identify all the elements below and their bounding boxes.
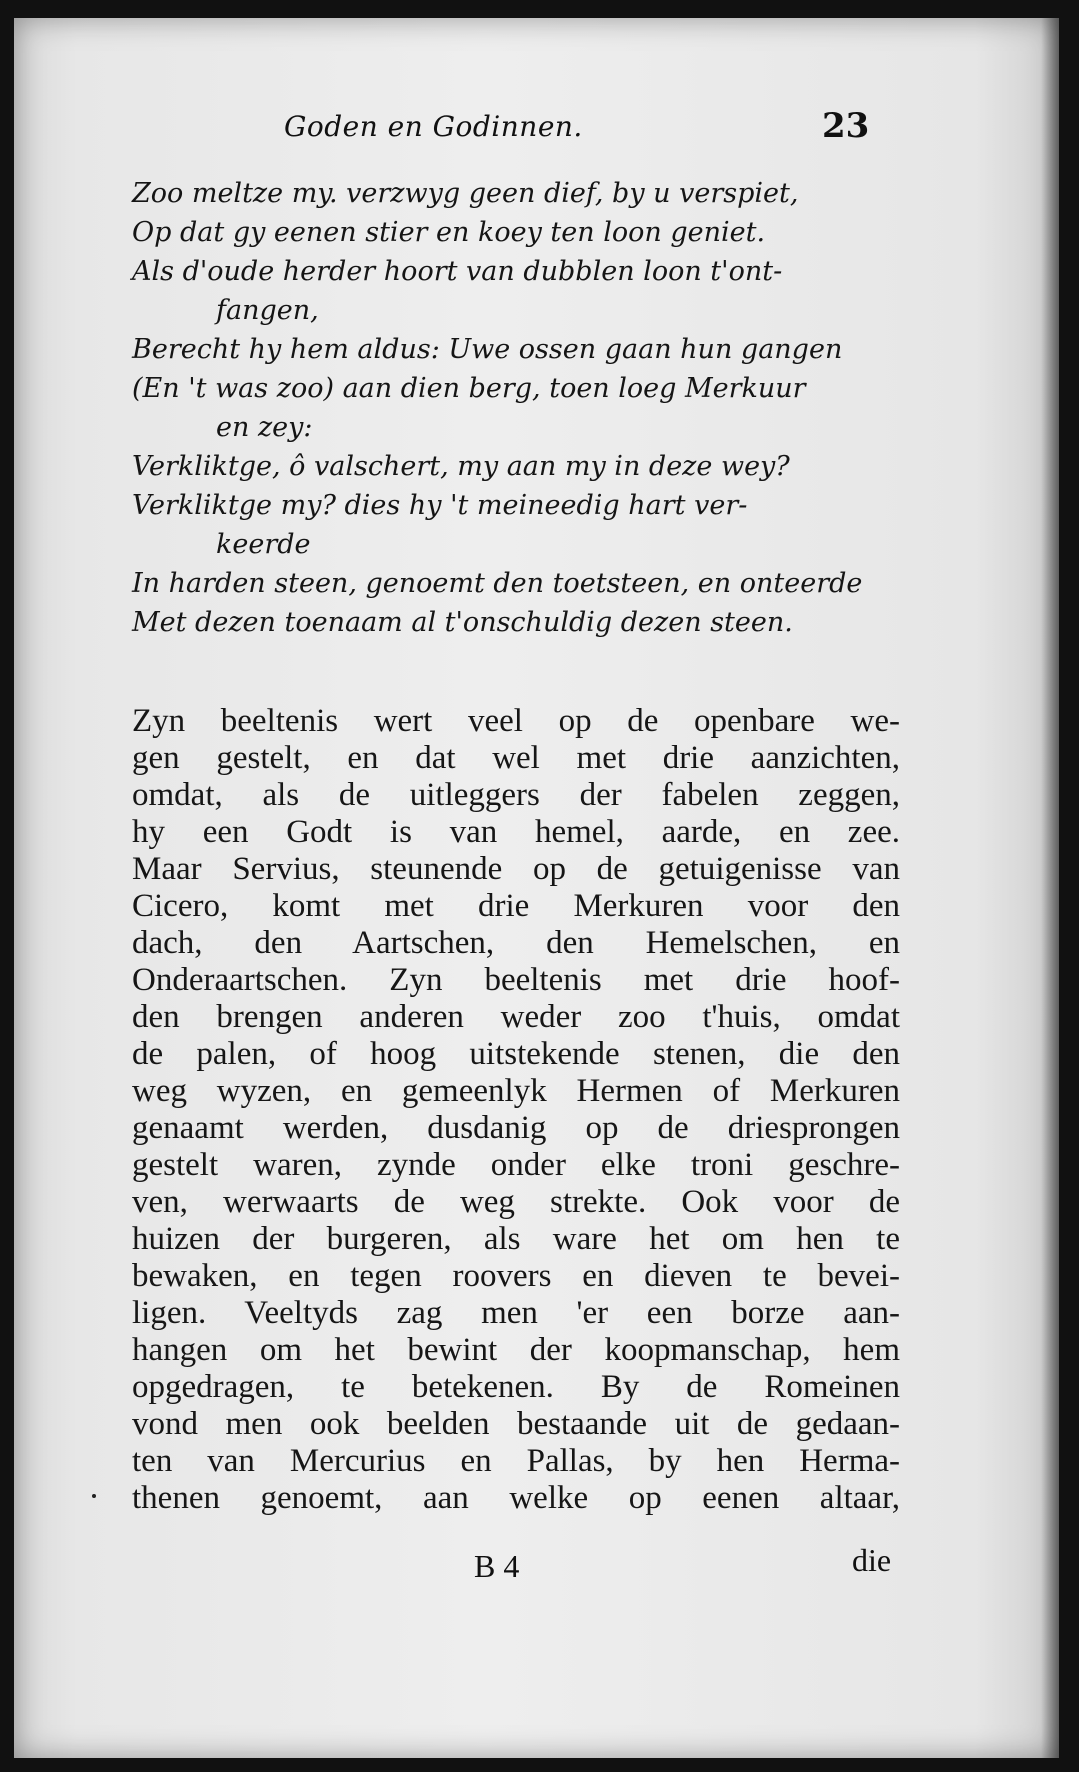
verse-line: (En 't was zoo) aan dien berg, toen loeg Merkuur xyxy=(132,373,806,404)
page-number: 23 xyxy=(822,106,870,146)
prose-line: de palen, of hoog uitstekende stenen, die den xyxy=(132,1036,900,1072)
prose-line: Zyn beeltenis wert veel op de openbare we- xyxy=(132,703,900,739)
ink-speck xyxy=(92,1494,96,1498)
prose-line: ten van Mercurius en Pallas, by hen Herma- xyxy=(132,1443,900,1479)
prose-line: genaamt werden, dusdanig op de driesprongen xyxy=(132,1110,900,1146)
prose-line: gestelt waren, zynde onder elke troni geschre- xyxy=(132,1147,900,1183)
prose-line: huizen der burgeren, als ware het om hen te xyxy=(132,1221,900,1257)
verse-line: In harden steen, genoemt den toetsteen, en onteerde xyxy=(132,568,863,599)
verse-line: Verkliktge, ô valschert, my aan my in deze wey? xyxy=(132,451,790,482)
prose-line: vond men ook beelden bestaande uit de gedaan- xyxy=(132,1406,900,1442)
prose-line: Maar Servius, steunende op de getuigenisse van xyxy=(132,851,900,887)
prose-line: Onderaartschen. Zyn beeltenis met drie hoof- xyxy=(132,962,900,998)
verse-line: Verkliktge my? dies hy 't meineedig hart ver- xyxy=(132,490,748,521)
prose-line: omdat, als de uitleggers der fabelen zeggen, xyxy=(132,777,900,813)
prose-line: dach, den Aartschen, den Hemelschen, en xyxy=(132,925,900,961)
verse-line: Als d'oude herder hoort van dubblen loon t'ont- xyxy=(132,256,783,287)
prose-line: ven, werwaarts de weg strekte. Ook voor de xyxy=(132,1184,900,1220)
verse-line: keerde xyxy=(216,529,311,560)
catchword: die xyxy=(852,1542,892,1578)
verse-line: fangen, xyxy=(216,295,319,326)
prose-line: opgedragen, te betekenen. By de Romeinen xyxy=(132,1369,900,1405)
verse-line: Berecht hy hem aldus: Uwe ossen gaan hun gangen xyxy=(132,334,843,365)
prose-line: weg wyzen, en gemeenlyk Hermen of Merkuren xyxy=(132,1073,900,1109)
verse-block xyxy=(132,174,912,642)
verse-line: en zey: xyxy=(216,412,313,443)
prose-line: thenen genoemt, aan welke op eenen altaar, xyxy=(132,1480,900,1516)
prose-line: ligen. Veeltyds zag men 'er een borze aan- xyxy=(132,1295,900,1331)
prose-line: hy een Godt is van hemel, aarde, en zee. xyxy=(132,814,900,850)
prose-line: bewaken, en tegen roovers en dieven te bevei- xyxy=(132,1258,900,1294)
running-head: Goden en Godinnen. xyxy=(284,110,583,143)
prose-line: hangen om het bewint der koopmanschap, hem xyxy=(132,1332,900,1368)
signature-mark: B 4 xyxy=(474,1548,520,1584)
prose-line: gen gestelt, en dat wel met drie aanzichten, xyxy=(132,740,900,776)
book-page xyxy=(14,18,1059,1758)
page-edge-shadow xyxy=(1041,18,1059,1758)
prose-line: Cicero, komt met drie Merkuren voor den xyxy=(132,888,900,924)
verse-line: Op dat gy eenen stier en koey ten loon geniet. xyxy=(132,217,766,248)
prose-line: den brengen anderen weder zoo t'huis, omdat xyxy=(132,999,900,1035)
verse-line: Met dezen toenaam al t'onschuldig dezen steen. xyxy=(132,607,793,638)
prose-block xyxy=(132,703,900,1517)
verse-line: Zoo meltze my. verzwyg geen dief, by u verspiet, xyxy=(132,178,799,209)
